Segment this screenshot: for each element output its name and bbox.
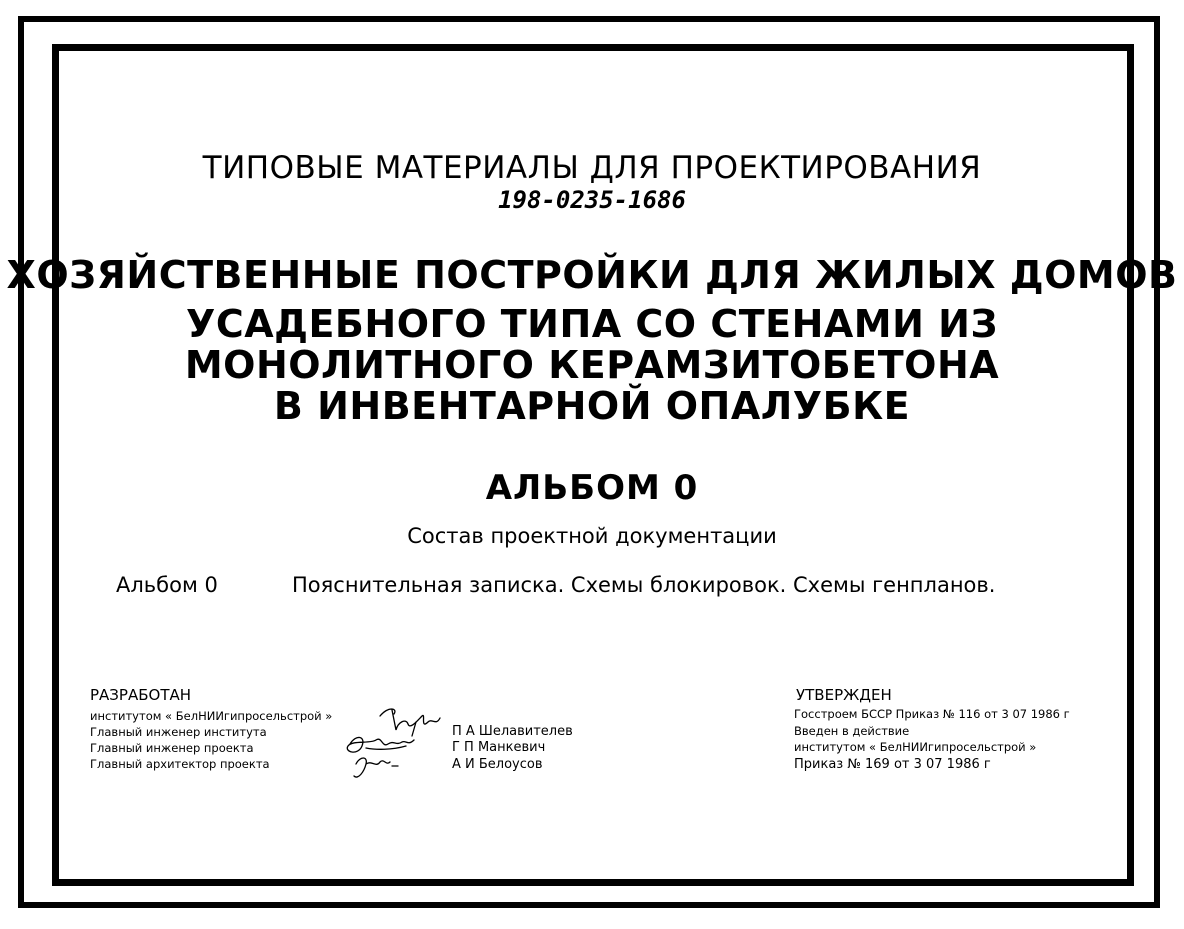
title-line-2: УСАДЕБНОГО ТИПА СО СТЕНАМИ ИЗ <box>186 302 998 346</box>
developed-line: Главный инженер института <box>90 725 267 739</box>
title-line-3: МОНОЛИТНОГО КЕРАМЗИТОБЕТОНА <box>184 343 1000 387</box>
document-code: 198-0235-1686 <box>498 186 686 214</box>
approved-line: Приказ № 169 от 3 07 1986 г <box>794 757 991 772</box>
album-title: АЛЬБОМ 0 <box>485 468 699 508</box>
approved-line: Госстроем БССР Приказ № 116 от 3 07 1986 г <box>794 707 1070 721</box>
developer-name: Г П Манкевич <box>452 740 546 755</box>
series-title: ТИПОВЫЕ МАТЕРИАЛЫ ДЛЯ ПРОЕКТИРОВАНИЯ <box>202 150 982 186</box>
composition-entry-label: Альбом 0 <box>116 573 218 597</box>
developed-line: Главный инженер проекта <box>90 741 254 755</box>
title-line-1: ХОЗЯЙСТВЕННЫЕ ПОСТРОЙКИ ДЛЯ ЖИЛЫХ ДОМОВ <box>6 253 1178 297</box>
title-line-4: В ИНВЕНТАРНОЙ ОПАЛУБКЕ <box>273 384 911 428</box>
developed-line: институтом « БелНИИгипросельстрой » <box>90 709 333 723</box>
developer-name: П А Шелавителев <box>452 724 573 739</box>
approved-line: Введен в действие <box>794 724 910 738</box>
developed-line: Главный архитектор проекта <box>90 757 270 771</box>
approved-line: институтом « БелНИИгипросельстрой » <box>794 740 1037 754</box>
approved-heading: УТВЕРЖДЕН <box>796 686 892 704</box>
composition-entry-description: Пояснительная записка. Схемы блокировок. Схемы генпланов. <box>292 573 996 597</box>
developer-name: А И Белоусов <box>452 757 543 772</box>
developed-heading: РАЗРАБОТАН <box>90 686 192 704</box>
composition-heading: Состав проектной документации <box>407 524 777 548</box>
handwritten-signatures <box>336 700 448 784</box>
